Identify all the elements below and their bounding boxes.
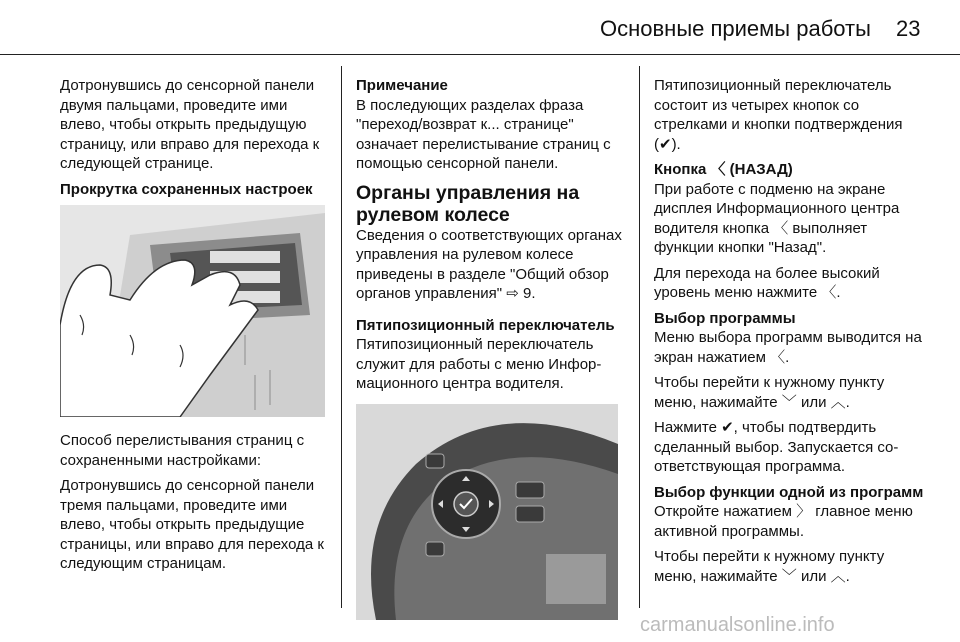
paragraph: Меню выбора программ выводится на экран нажатием 〈.: [654, 329, 922, 366]
paragraph: Пятипозиционный переключатель состоит из четырех кнопок со стрелками и кнопки подтверждения (✔).: [654, 77, 903, 153]
touchpad-gesture-illustration: [60, 205, 325, 417]
column-2: [356, 76, 626, 634]
paragraph: Для перехода на более высокий уровень меню нажмите 〈.: [654, 264, 880, 301]
watermark: carmanualsonline.info: [640, 614, 835, 636]
paragraph: При работе с подменю на экране дисплея Информационного центра водителя кнопка 〈 выполняет функции кнопки "Назад".: [654, 180, 900, 256]
paragraph: Чтобы перейти к нужному пункту меню, нажимайте ﹀ или ︿.: [654, 374, 885, 411]
column-divider-2: [639, 66, 640, 608]
header-rule: [0, 54, 960, 55]
column-3: [654, 76, 924, 592]
section-title: Органы управления на рулевом колесе: [356, 181, 580, 226]
subheading: Прокрутка сохраненных настроек: [60, 180, 313, 198]
paragraph: Нажмите ✔, чтобы подтвердить сделанный выбор. Запускается соответствующая программа.: [654, 419, 899, 475]
paragraph: Дотронувшись до сенсорной панели тремя пальцами, проведите ими влево, чтобы открыть предыдущие страницы, или вправо для перехода к следующим страницам.: [60, 477, 324, 572]
note-title: Примечание: [356, 77, 448, 94]
subheading: Кнопка 〈 (НАЗАД): [654, 161, 793, 178]
note-text: В последующих разделах фраза "переход/возврат к... странице" означает перелистывание страниц с помощью сенсорной панели.: [356, 96, 611, 172]
paragraph: Пятипозиционный переключатель служит для работы с меню Информационного центра водителя.: [356, 336, 602, 392]
paragraph: Способ перелистывания страниц с сохраненными настройками:: [60, 432, 305, 469]
subheading: Пятипозиционный переключатель: [356, 316, 615, 334]
page-number: 23: [896, 16, 921, 41]
column-1: [60, 76, 328, 580]
paragraph: Откройте нажатием 〉 главное меню активной программы.: [654, 503, 913, 540]
page-title: Основные приемы работы: [600, 16, 871, 41]
subheading: Выбор функции одной из программ: [654, 483, 924, 501]
paragraph: Сведения о соответствующих органах управления на рулевом колесе приведены в разделе "Общий обзор органов управления" ⇨ 9.: [356, 226, 622, 302]
subheading: Выбор программы: [654, 309, 796, 327]
paragraph: Дотронувшись до сенсорной панели двумя пальцами, проведите ими влево, чтобы открыть предыдущую страницу, или вправо для перехода к следующей странице.: [60, 77, 320, 172]
paragraph: Чтобы перейти к нужному пункту меню, нажимайте ﹀ или ︿.: [654, 548, 885, 585]
column-divider-1: [341, 66, 342, 608]
steering-wheel-controls-illustration: [356, 404, 618, 620]
